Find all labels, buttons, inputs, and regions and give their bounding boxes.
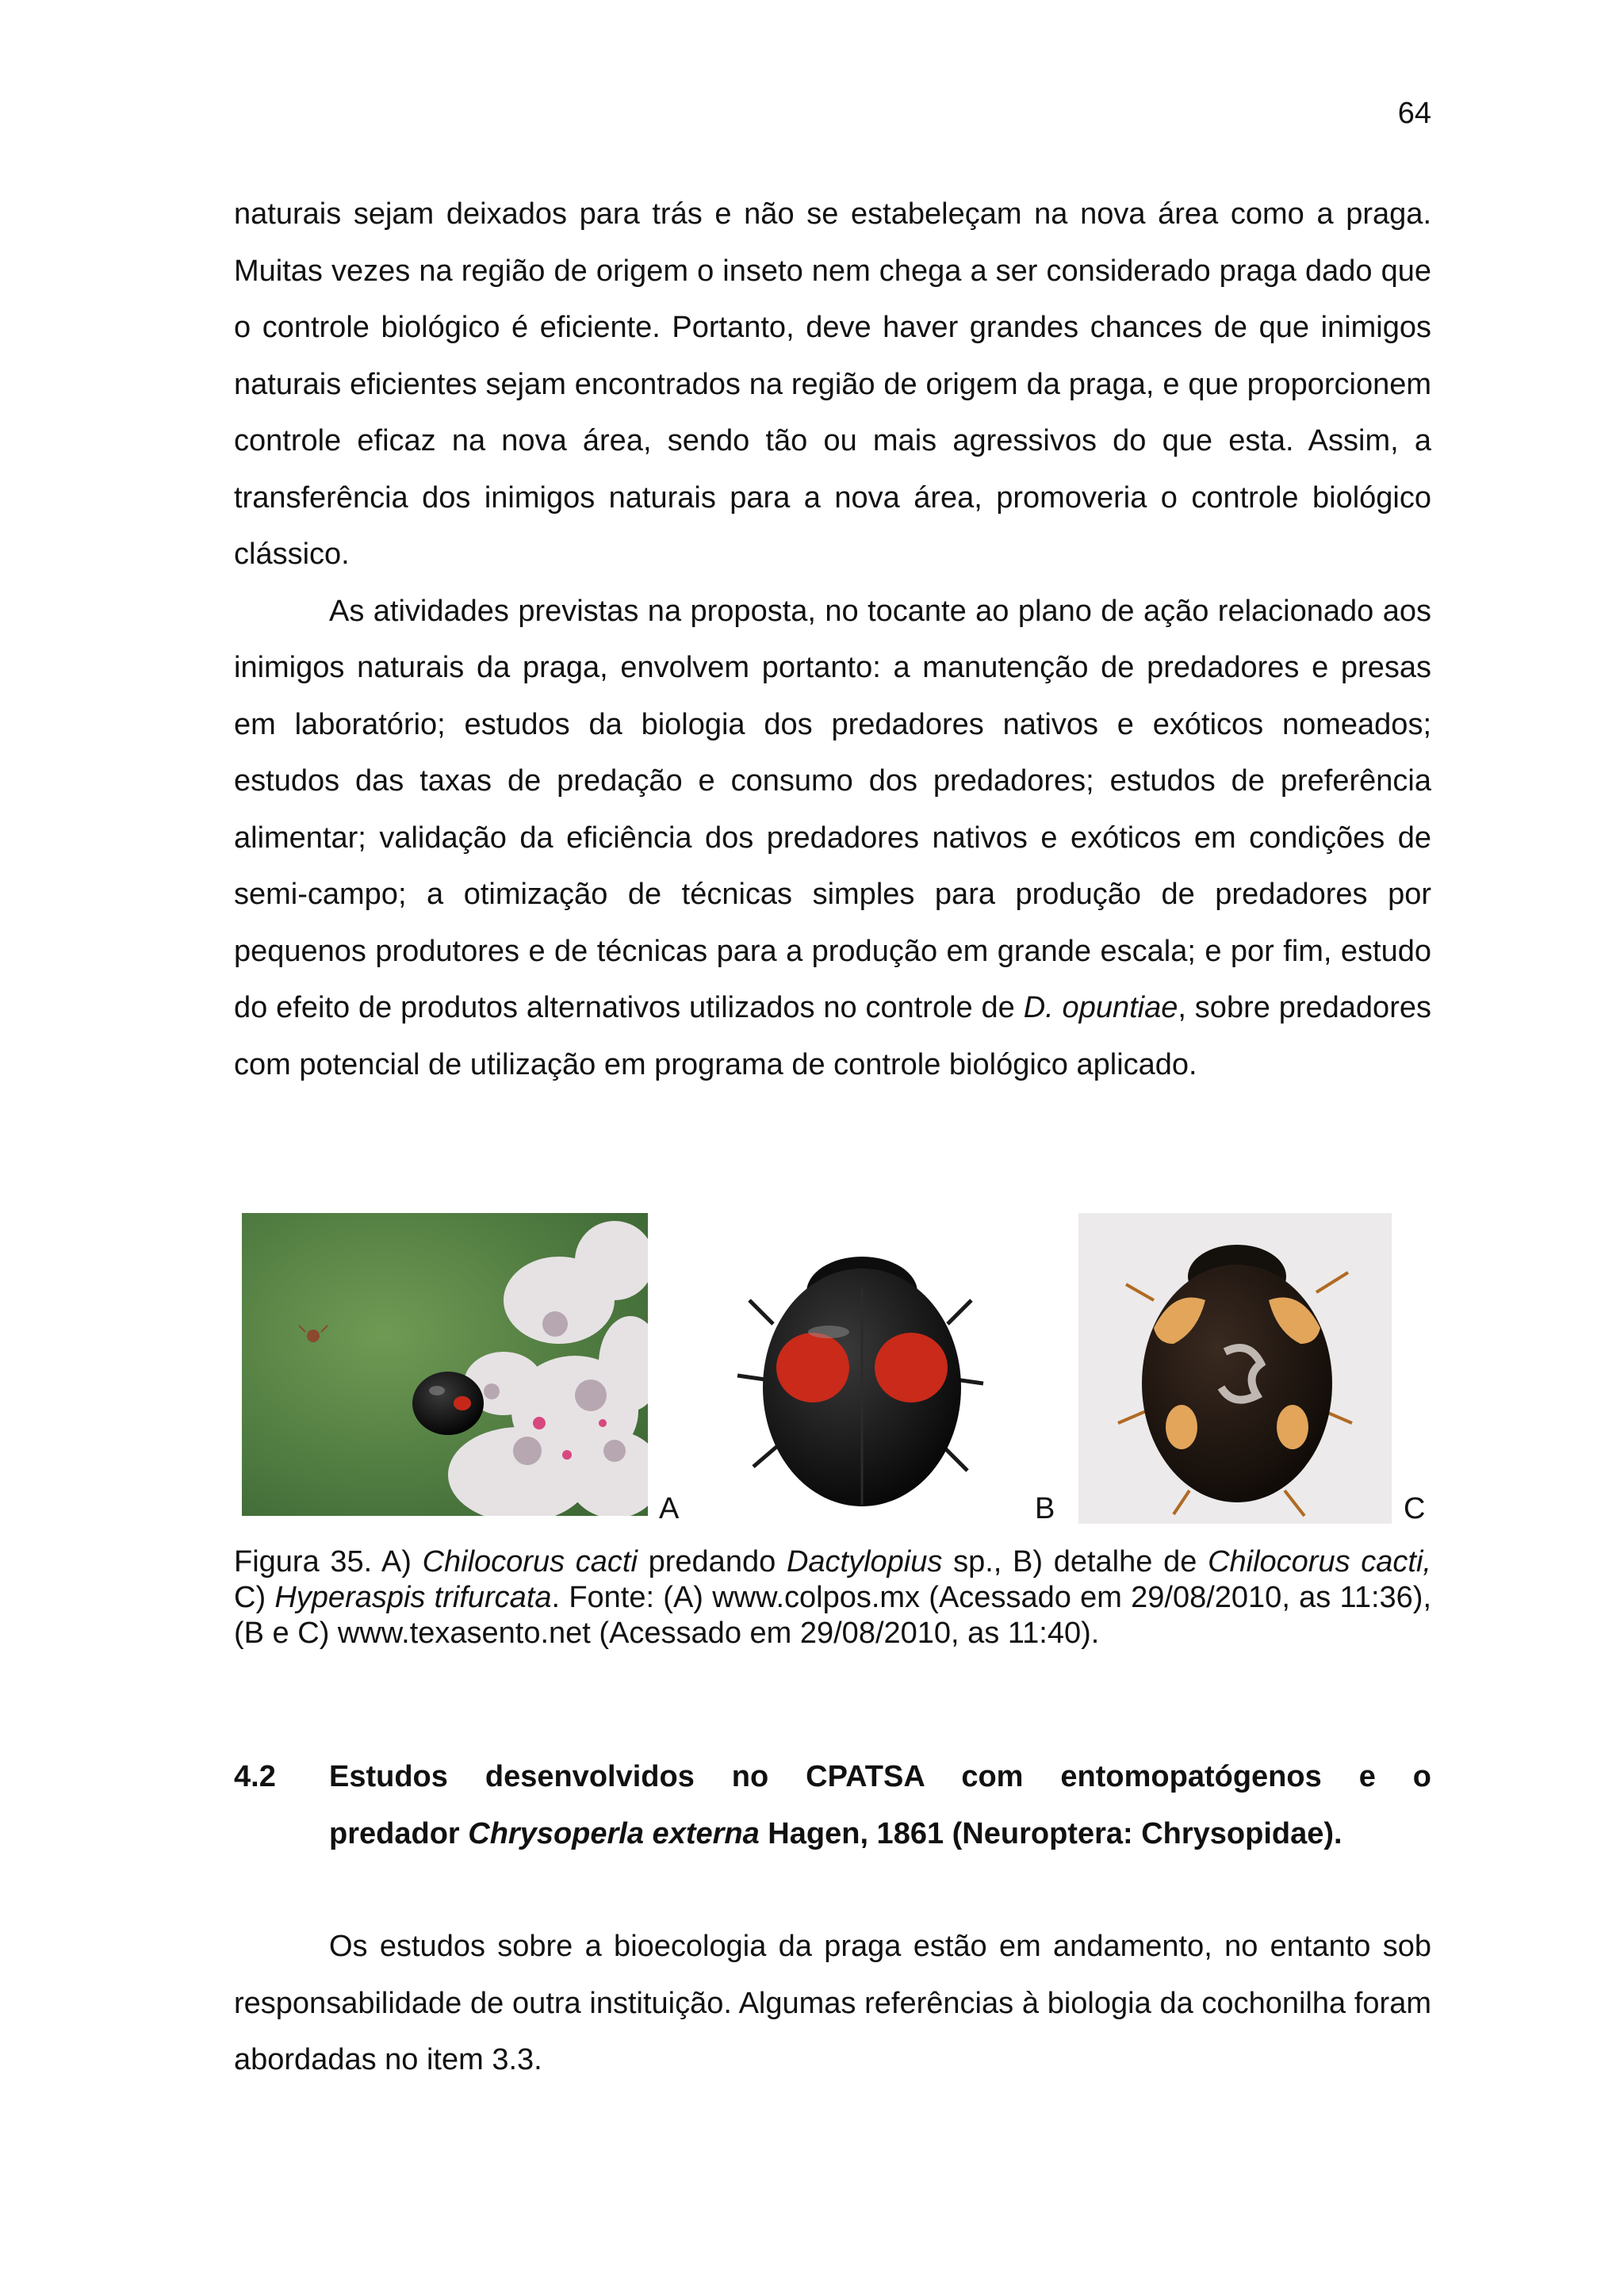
caption-species: Hyperaspis trifurcata	[274, 1581, 552, 1614]
section-title-line-2-end: Hagen, 1861 (Neuroptera: Chrysopidae).	[759, 1817, 1342, 1850]
caption-species: Dactylopius	[786, 1545, 943, 1578]
paragraph-2	[234, 584, 1431, 1094]
photo-b-chilocorus-cacti	[694, 1213, 1033, 1516]
caption-species: Chilocorus cacti,	[1208, 1545, 1431, 1578]
figure-caption	[234, 1544, 1431, 1651]
section-title	[329, 1748, 1431, 1862]
page-number: 64	[1397, 97, 1431, 130]
section-title-line-2: predador	[329, 1817, 469, 1850]
caption-text: . Fonte: (A) www.colpos.mx (Acessado em 29/08/2010, as 11:36), (B e C) www.texasento.net (Acessado em 29/08/2010, as 11:40).	[234, 1581, 1431, 1650]
figure-label-b: B	[1035, 1492, 1055, 1525]
body-text-top	[234, 186, 1431, 1093]
paragraph-2-text-end: , sobre predadores com potencial de utilização em programa de controle biológico aplicado.	[234, 991, 1431, 1081]
photo-c-hyperaspis-trifurcata	[1078, 1213, 1392, 1524]
figure-35	[234, 1205, 1431, 1530]
caption-text: Figura 35. A)	[234, 1545, 423, 1578]
body-text-bottom	[234, 1919, 1431, 2089]
section-heading	[234, 1748, 1431, 1862]
section-number: 4.2	[234, 1760, 276, 1793]
figure-label-a: A	[659, 1492, 680, 1525]
caption-text: C)	[234, 1581, 275, 1614]
paragraph-3: Os estudos sobre a bioecologia da praga estão em andamento, no entanto sob responsabilidade de outra instituição. Algumas referências à biologia da cochonilha foram abordadas no item 3.3.	[234, 1930, 1431, 2076]
caption-species: Chilocorus cacti	[422, 1545, 638, 1578]
species-name: D. opuntiae	[1023, 991, 1178, 1024]
section-title-line-1: Estudos desenvolvidos no CPATSA com entomopatógenos e o	[329, 1760, 1431, 1793]
caption-text: predando	[637, 1545, 787, 1578]
paragraph-2-text: As atividades previstas na proposta, no tocante ao plano de ação relacionado aos inimigos naturais da praga, envolvem portanto: a manutenção de predadores e presas em laboratório; estudos da biologia dos predadores nativos e exóticos nomeados; estudos das taxas de predação e consumo dos predadores; estudos de preferência alimentar; validação da eficiência dos predadores nativos e exóticos em condições de semi-campo; a otimização de técnicas simples para produção de predadores por pequenos produtores e de técnicas para a produção em grande escala; e por fim, estudo do efeito de produtos alternativos utilizados no controle de	[234, 594, 1431, 1024]
section-title-species: Chrysoperla externa	[468, 1817, 760, 1850]
figure-label-c: C	[1404, 1492, 1426, 1525]
photo-a-chilocorus-on-cactus	[242, 1213, 648, 1516]
paragraph-1: naturais sejam deixados para trás e não se estabeleçam na nova área como a praga. Muitas vezes na região de origem o inseto nem chega a ser considerado praga dado que o controle biológico é eficiente. Portanto, deve haver grandes chances de que inimigos naturais eficientes sejam encontrados na região de origem da praga, e que proporcionem controle eficaz na nova área, sendo tão ou mais agressivos do que esta. Assim, a transferência dos inimigos naturais para a nova área, promoveria o controle biológico clássico.	[234, 197, 1431, 571]
caption-text: sp., B) detalhe de	[942, 1545, 1208, 1578]
